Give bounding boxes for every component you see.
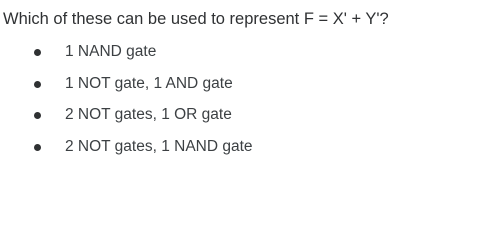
- bullet-icon: [34, 112, 41, 119]
- bullet-icon: [34, 49, 41, 56]
- question-text: Which of these can be used to represent F = X' + Y'?: [3, 10, 389, 28]
- option-label: 1 NAND gate: [65, 43, 157, 60]
- option-label: 2 NOT gates, 1 NAND gate: [65, 137, 253, 155]
- option-label: 1 NOT gate, 1 AND gate: [65, 74, 233, 92]
- bullet-icon: [34, 144, 41, 151]
- bullet-icon: [34, 81, 41, 88]
- option-label: 2 NOT gates, 1 OR gate: [65, 106, 232, 123]
